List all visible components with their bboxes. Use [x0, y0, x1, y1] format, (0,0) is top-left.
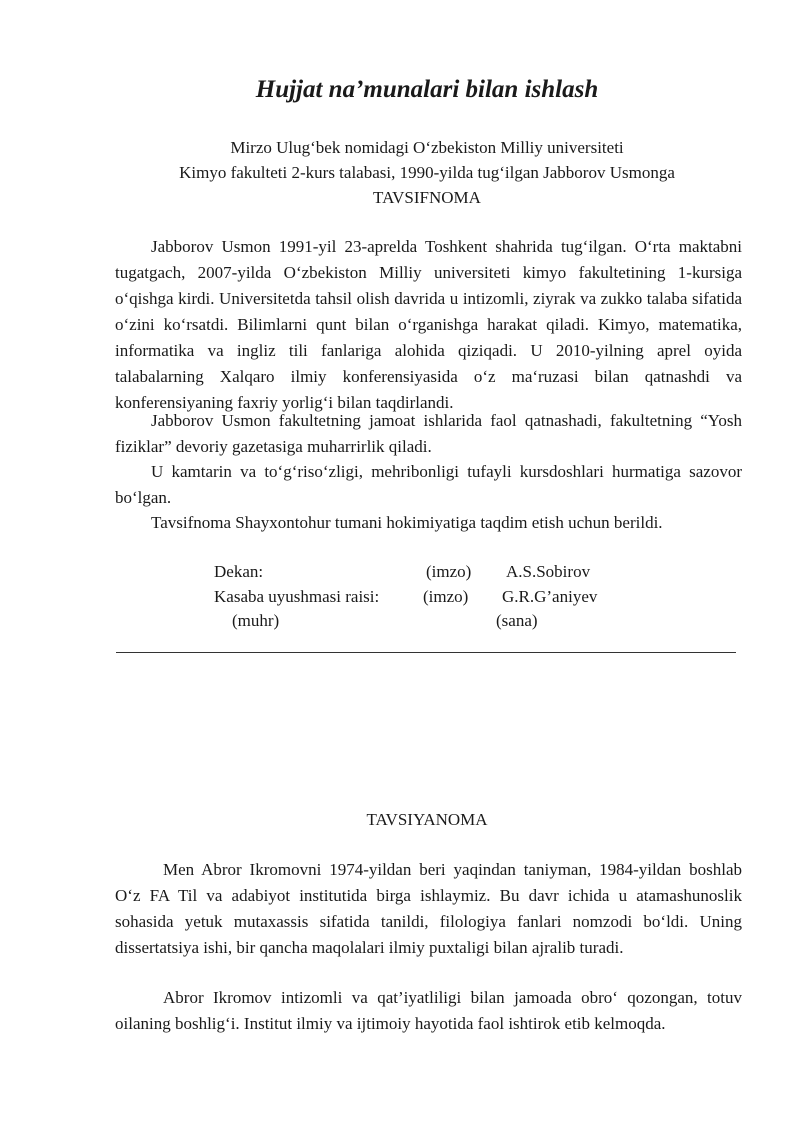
university-line: Mirzo Ulug‘bek nomidagi O‘zbekiston Milliy universiteti — [230, 138, 624, 157]
tavsiyanoma-heading: TAVSIYANOMA — [366, 810, 488, 829]
faculty-line: Kimyo fakulteti 2-kurs talabasi, 1990-yilda tug‘ilgan Jabborov Usmonga — [179, 163, 675, 182]
dekan-signature: (imzo) — [426, 562, 472, 581]
divider — [116, 652, 736, 653]
kasaba-name: G.R.G’aniyev — [502, 587, 598, 606]
tavsifnoma-paragraph: Tavsifnoma Shayxontohur tumani hokimiyatiga taqdim etish uchun berildi. — [151, 513, 663, 532]
tavsiyanoma-paragraph: Men Abror Ikromovni 1974-yildan beri yaqindan taniyman, 1984-yildan boshlab O‘z FA Til va adabiyot institutida birga ishlaymiz. Bu davr ichida u atamashunoslik sohasida yetuk mutaxassis sifatida tanildi, filologiya fanlari nomzodi bo‘ldi. Uning dissertatsiya ishi, bir qancha maqolalari ilmiy puxtaligi bilan ajralib turadi. — [115, 860, 742, 957]
tavsifnoma-heading: TAVSIFNOMA — [373, 188, 481, 207]
dekan-name: A.S.Sobirov — [506, 562, 591, 581]
kasaba-label: Kasaba uyushmasi raisi: — [214, 587, 380, 606]
date-label: (sana) — [496, 611, 538, 630]
stamp-label: (muhr) — [232, 611, 280, 630]
page-title: Hujjat na’munalari bilan ishlash — [255, 76, 599, 103]
tavsifnoma-paragraph: U kamtarin va to‘g‘riso‘zligi, mehribonligi tufayli kursdoshlari hurmatiga sazovor bo‘lgan. — [115, 462, 742, 507]
dekan-label: Dekan: — [214, 562, 264, 581]
tavsiyanoma-paragraph: Abror Ikromov intizomli va qat’iyatliligi bilan jamoada obro‘ qozongan, totuv oilaning boshlig‘i. Institut ilmiy va ijtimoiy hayotida faol ishtirok etib kelmoqda. — [115, 988, 742, 1033]
kasaba-signature: (imzo) — [423, 587, 469, 606]
tavsifnoma-paragraph: Jabborov Usmon fakultetning jamoat ishlarida faol qatnashadi, fakultetning “Yosh fiziklar” devoriy gazetasiga muharrirlik qiladi. — [115, 411, 742, 456]
tavsifnoma-paragraph: Jabborov Usmon 1991-yil 23-aprelda Toshkent shahrida tug‘ilgan. O‘rta maktabni tugatgach, 2007-yilda O‘zbekiston Milliy universiteti kimyo fakultetining 1-kursiga o‘qishga kirdi. Universitetda tahsil olish davrida u intizomli, ziyrak va zukko talaba sifatida o‘zini ko‘rsatdi. Bilimlarni qunt bilan o‘rganishga harakat qiladi. Kimyo, matematika, informatika va ingliz tili fanlariga alohida qiziqadi. U 2010-yilning aprel oyida talabalarning Xalqaro ilmiy konferensiyasida o‘z ma‘ruzasi bilan qatnashdi va konferensiyaning faxriy yorlig‘i bilan taqdirlandi. — [115, 237, 742, 412]
